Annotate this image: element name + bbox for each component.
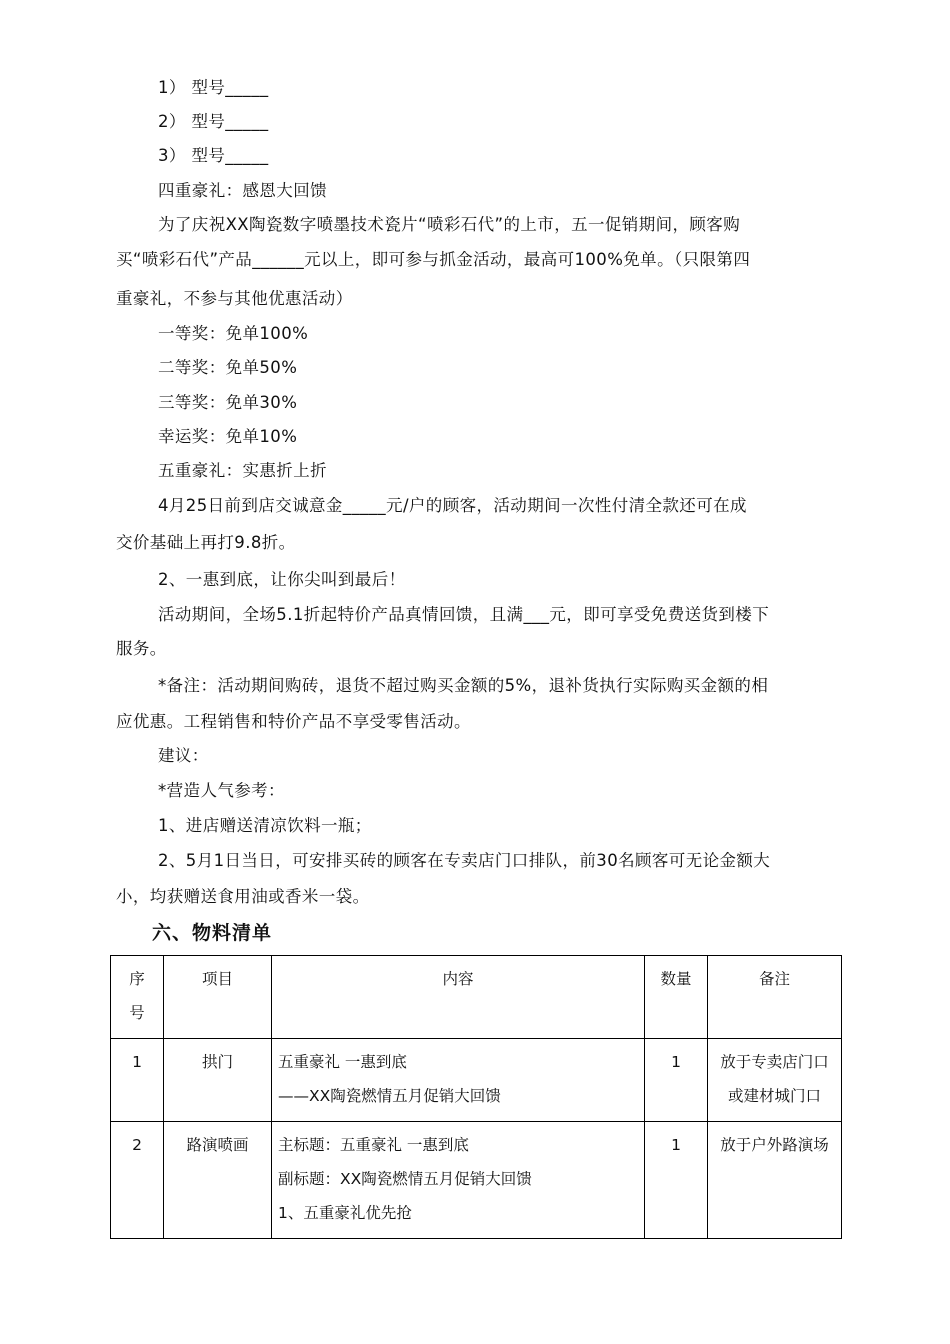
model-line-3: 3） 型号_____ — [158, 146, 269, 165]
prize-lucky: 幸运奖：免单10% — [158, 427, 298, 446]
paragraph-line: 活动期间，全场5.1折起特价产品真情回馈，且满___元，即可享受免费送货到楼下 — [158, 605, 770, 624]
table-header-row — [111, 956, 842, 1039]
materials-table — [110, 955, 842, 1239]
paragraph-line: 为了庆祝XX陶瓷数字喷墨技术瓷片“喷彩石代”的上市，五一促销期间，顾客购 — [158, 215, 741, 234]
cell-item: 路演喷画 — [164, 1122, 272, 1239]
cell-note: 放于户外路演场 — [708, 1122, 842, 1239]
cell-no: 1 — [111, 1039, 164, 1122]
promo-title: 2、一惠到底，让你尖叫到最后！ — [158, 570, 406, 589]
fourth-gift-title: 四重豪礼：感恩大回馈 — [158, 181, 327, 200]
cell-note: 放于专卖店门口或建材城门口 — [708, 1039, 842, 1122]
content-line: 1、五重豪礼优先抢 — [278, 1204, 412, 1222]
cell-item: 拱门 — [164, 1039, 272, 1122]
paragraph-line: 4月25日前到店交诚意金_____元/户的顾客，活动期间一次性付清全款还可在成 — [158, 496, 747, 515]
cell-no: 2 — [111, 1122, 164, 1239]
header-no: 序号 — [111, 956, 164, 1039]
header-note: 备注 — [708, 956, 842, 1039]
popularity-title: *营造人气参考： — [158, 781, 285, 800]
model-line-2: 2） 型号_____ — [158, 112, 269, 131]
note-line: 应优惠。工程销售和特价产品不享受零售活动。 — [116, 712, 471, 731]
cell-qty: 1 — [645, 1039, 708, 1122]
cell-content — [272, 1122, 645, 1239]
fifth-gift-title: 五重豪礼：实惠折上折 — [158, 461, 327, 480]
prize-first: 一等奖：免单100% — [158, 324, 309, 343]
header-item: 项目 — [164, 956, 272, 1039]
header-content: 内容 — [272, 956, 645, 1039]
content-line: 副标题：XX陶瓷燃情五月促销大回馈 — [278, 1170, 532, 1188]
suggestion-item-1: 1、进店赠送清凉饮料一瓶； — [158, 816, 372, 835]
paragraph-line: 买“喷彩石代”产品______元以上，即可参与抓金活动，最高可100%免单。（只限第四 — [116, 250, 751, 269]
note-line: *备注：活动期间购砖，退货不超过购买金额的5%，退补货执行实际购买金额的相 — [158, 676, 769, 695]
content-line: 主标题：五重豪礼 一惠到底 — [278, 1136, 469, 1154]
content-line: ——XX陶瓷燃情五月促销大回馈 — [278, 1087, 501, 1105]
paragraph-line: 交价基础上再打9.8折。 — [116, 533, 296, 552]
cell-content — [272, 1039, 645, 1122]
paragraph-line: 重豪礼，不参与其他优惠活动） — [116, 289, 353, 308]
header-qty: 数量 — [645, 956, 708, 1039]
section-title: 六、物料清单 — [152, 922, 273, 944]
prize-third: 三等奖：免单30% — [158, 393, 298, 412]
table-row — [111, 1122, 842, 1239]
table-row — [111, 1039, 842, 1122]
suggestion-title: 建议： — [158, 746, 209, 765]
model-line-1: 1） 型号_____ — [158, 78, 269, 97]
suggestion-item-2: 2、5月1日当日，可安排买砖的顾客在专卖店门口排队，前30名顾客可无论金额大 — [158, 851, 771, 870]
prize-second: 二等奖：免单50% — [158, 358, 298, 377]
content-line: 五重豪礼 一惠到底 — [278, 1053, 407, 1071]
cell-qty: 1 — [645, 1122, 708, 1239]
suggestion-item-2-cont: 小，均获赠送食用油或香米一袋。 — [116, 887, 370, 906]
paragraph-line: 服务。 — [116, 639, 167, 658]
